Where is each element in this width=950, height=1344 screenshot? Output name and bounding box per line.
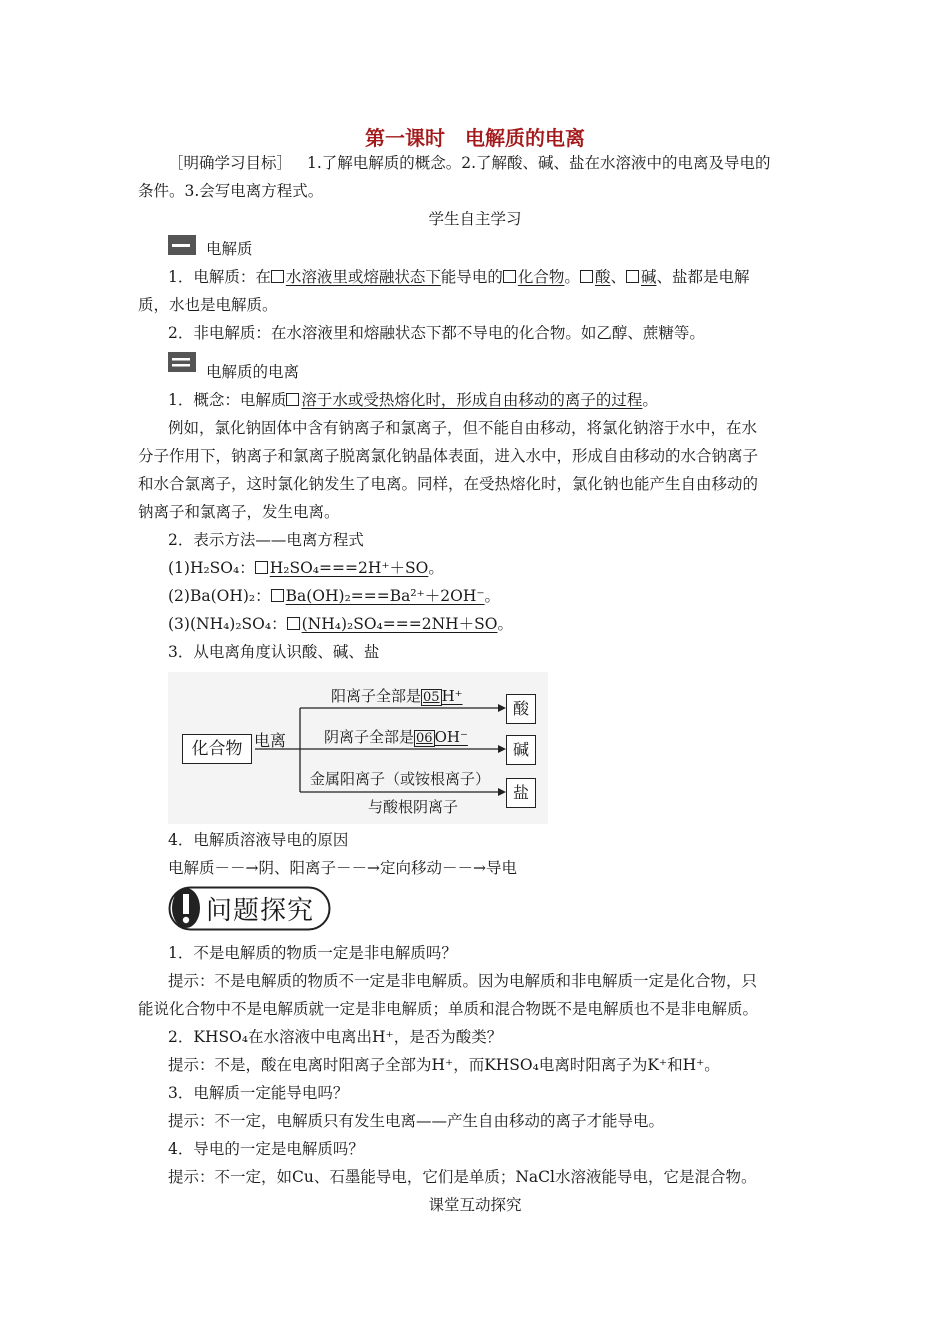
text: 能导电的 <box>440 268 503 286</box>
badge-label: 问题探究 <box>206 896 315 926</box>
part2-concept <box>168 389 658 411</box>
answer-3: 提示：不一定，电解质只有发生电离——产生自由移动的离子才能导电。 <box>168 1112 665 1130</box>
salt-box: 盐 <box>506 778 536 808</box>
part1-definition-line-1 <box>168 266 750 288</box>
ionize-label: 电离 <box>254 731 287 750</box>
answer-underlined: 碱 <box>640 268 657 286</box>
equation-2 <box>168 585 500 607</box>
conduction-flow: 电解质－－→阴、阳离子－－→定向移动－－→导电 <box>168 859 517 877</box>
part1-nonelectrolyte: 2．非电解质：在水溶液里和熔融状态下都不导电的化合物。如乙醇、蔗糖等。 <box>168 324 705 342</box>
section-heading-classroom: 课堂互动探究 <box>428 1196 522 1214</box>
blank-box-icon <box>287 617 300 630</box>
answer-underlined: (NH₄)₂SO₄===2NH＋SO <box>301 615 498 633</box>
blank-box-icon <box>580 270 593 283</box>
text: 。 <box>564 268 580 286</box>
answer-underlined: 化合物 <box>517 268 565 286</box>
answer-underlined: H₂SO₄===2H⁺＋SO <box>269 559 429 577</box>
text: 。 <box>497 615 513 633</box>
text: 、 <box>610 268 626 286</box>
lesson-title: 第一课时 电解质的电离 <box>365 126 585 150</box>
blank-box-icon <box>626 270 639 283</box>
text: (3)(NH₄)₂SO₄： <box>168 615 287 633</box>
part2-heading: 电解质的电离 <box>206 363 300 381</box>
text: 、盐都是电解 <box>656 268 750 286</box>
example-line-2: 分子作用下，钠离子和氯离子脱离氯化钠晶体表面，进入水中，形成自由移动的水合钠离子 <box>138 447 759 465</box>
part1-definition-line-2: 质，水也是电解质。 <box>138 296 278 314</box>
acid-box: 酸 <box>506 694 536 724</box>
example-line-3: 和水合氯离子，这时氯化钠发生了电离。同样，在受热熔化时，氯化钠也能产生自由移动的 <box>138 475 759 493</box>
compound-box: 化合物 <box>182 734 252 764</box>
section-one-marker-icon <box>168 235 198 257</box>
part1-heading: 电解质 <box>206 240 253 258</box>
answer-4: 提示：不一定，如Cu、石墨能导电，它们是单质；NaCl水溶液能导电，它是混合物。 <box>168 1168 757 1186</box>
answer-1-line-2: 能说化合物中不是电解质就一定是非电解质；单质和混合物既不是电解质也不是非电解质。 <box>138 1000 759 1018</box>
objectives-text-1: 1.了解电解质的概念。2.了解酸、碱、盐在水溶液中的电离及导电的 <box>306 154 771 172</box>
answer-2: 提示：不是，酸在电离时阳离子全部为H⁺，而KHSO₄电离时阳离子为K⁺和H⁺。 <box>168 1056 720 1074</box>
equation-1 <box>168 557 444 579</box>
example-line-4: 钠离子和氯离子，发生电离。 <box>138 503 340 521</box>
answer-underlined: H⁺ <box>441 687 463 705</box>
objectives-label: ［明确学习目标］ <box>168 154 293 172</box>
question-1: 1．不是电解质的物质一定是非电解质吗？ <box>168 944 457 962</box>
question-3: 3．电解质一定能导电吗？ <box>168 1084 349 1102</box>
text: 。 <box>642 391 658 409</box>
text: 阴离子全部是 <box>324 728 415 746</box>
section-heading-self-study: 学生自主学习 <box>428 210 522 228</box>
blank-box-icon <box>255 561 268 574</box>
text: (2)Ba(OH)₂： <box>168 587 271 605</box>
answer-underlined: 酸 <box>594 268 611 286</box>
answer-tag: 05 <box>423 690 440 705</box>
answer-underlined: Ba(OH)₂===Ba²⁺＋2OH⁻ <box>285 587 485 605</box>
example-line-1: 例如，氯化钠固体中含有钠离子和氯离子，但不能自由移动，将氯化钠溶于水中，在水 <box>168 419 758 437</box>
blank-box-icon <box>503 270 516 283</box>
section-two-marker-icon <box>168 352 198 374</box>
text: 1．电解质：在 <box>168 268 271 286</box>
objectives-line-1 <box>168 152 771 174</box>
acid-base-salt-diagram <box>168 672 548 824</box>
branch-acid-label <box>331 685 463 706</box>
question-4: 4．导电的一定是电解质吗？ <box>168 1140 364 1158</box>
branch-salt-label-2: 与酸根阴离子 <box>368 798 459 816</box>
text: (1)H₂SO₄： <box>168 559 255 577</box>
answer-tag: 06 <box>416 731 433 746</box>
point4-heading: 4．电解质溶液导电的原因 <box>168 831 349 849</box>
text: 阳离子全部是 <box>331 687 422 705</box>
answer-underlined: 水溶液里或熔融状态下 <box>285 268 441 286</box>
blank-box-icon <box>271 270 284 283</box>
answer-underlined: 溶于水或受热熔化时，形成自由移动的离子的过程 <box>301 391 643 409</box>
blank-box-icon <box>286 393 299 406</box>
text: 。 <box>484 587 501 605</box>
branch-salt-label-1: 金属阳离子（或铵根离子） <box>310 770 491 788</box>
answer-underlined: OH⁻ <box>434 728 468 746</box>
base-box: 碱 <box>506 735 536 765</box>
question-2: 2．KHSO₄在水溶液中电离出H⁺，是否为酸类？ <box>168 1028 503 1046</box>
answer-1-line-1: 提示：不是电解质的物质不一定是非电解质。因为电解质和非电解质一定是化合物，只 <box>168 972 758 990</box>
method-heading: 2．表示方法——电离方程式 <box>168 531 364 549</box>
branch-base-label <box>324 726 468 747</box>
text: 1．概念：电解质 <box>168 391 287 409</box>
point3-heading: 3．从电离角度认识酸、碱、盐 <box>168 643 380 661</box>
problem-explore-badge <box>168 886 332 932</box>
blank-box-icon <box>271 589 284 602</box>
text: 。 <box>428 559 444 577</box>
equation-3 <box>168 613 513 635</box>
objectives-line-2: 条件。3.会写电离方程式。 <box>138 182 324 200</box>
